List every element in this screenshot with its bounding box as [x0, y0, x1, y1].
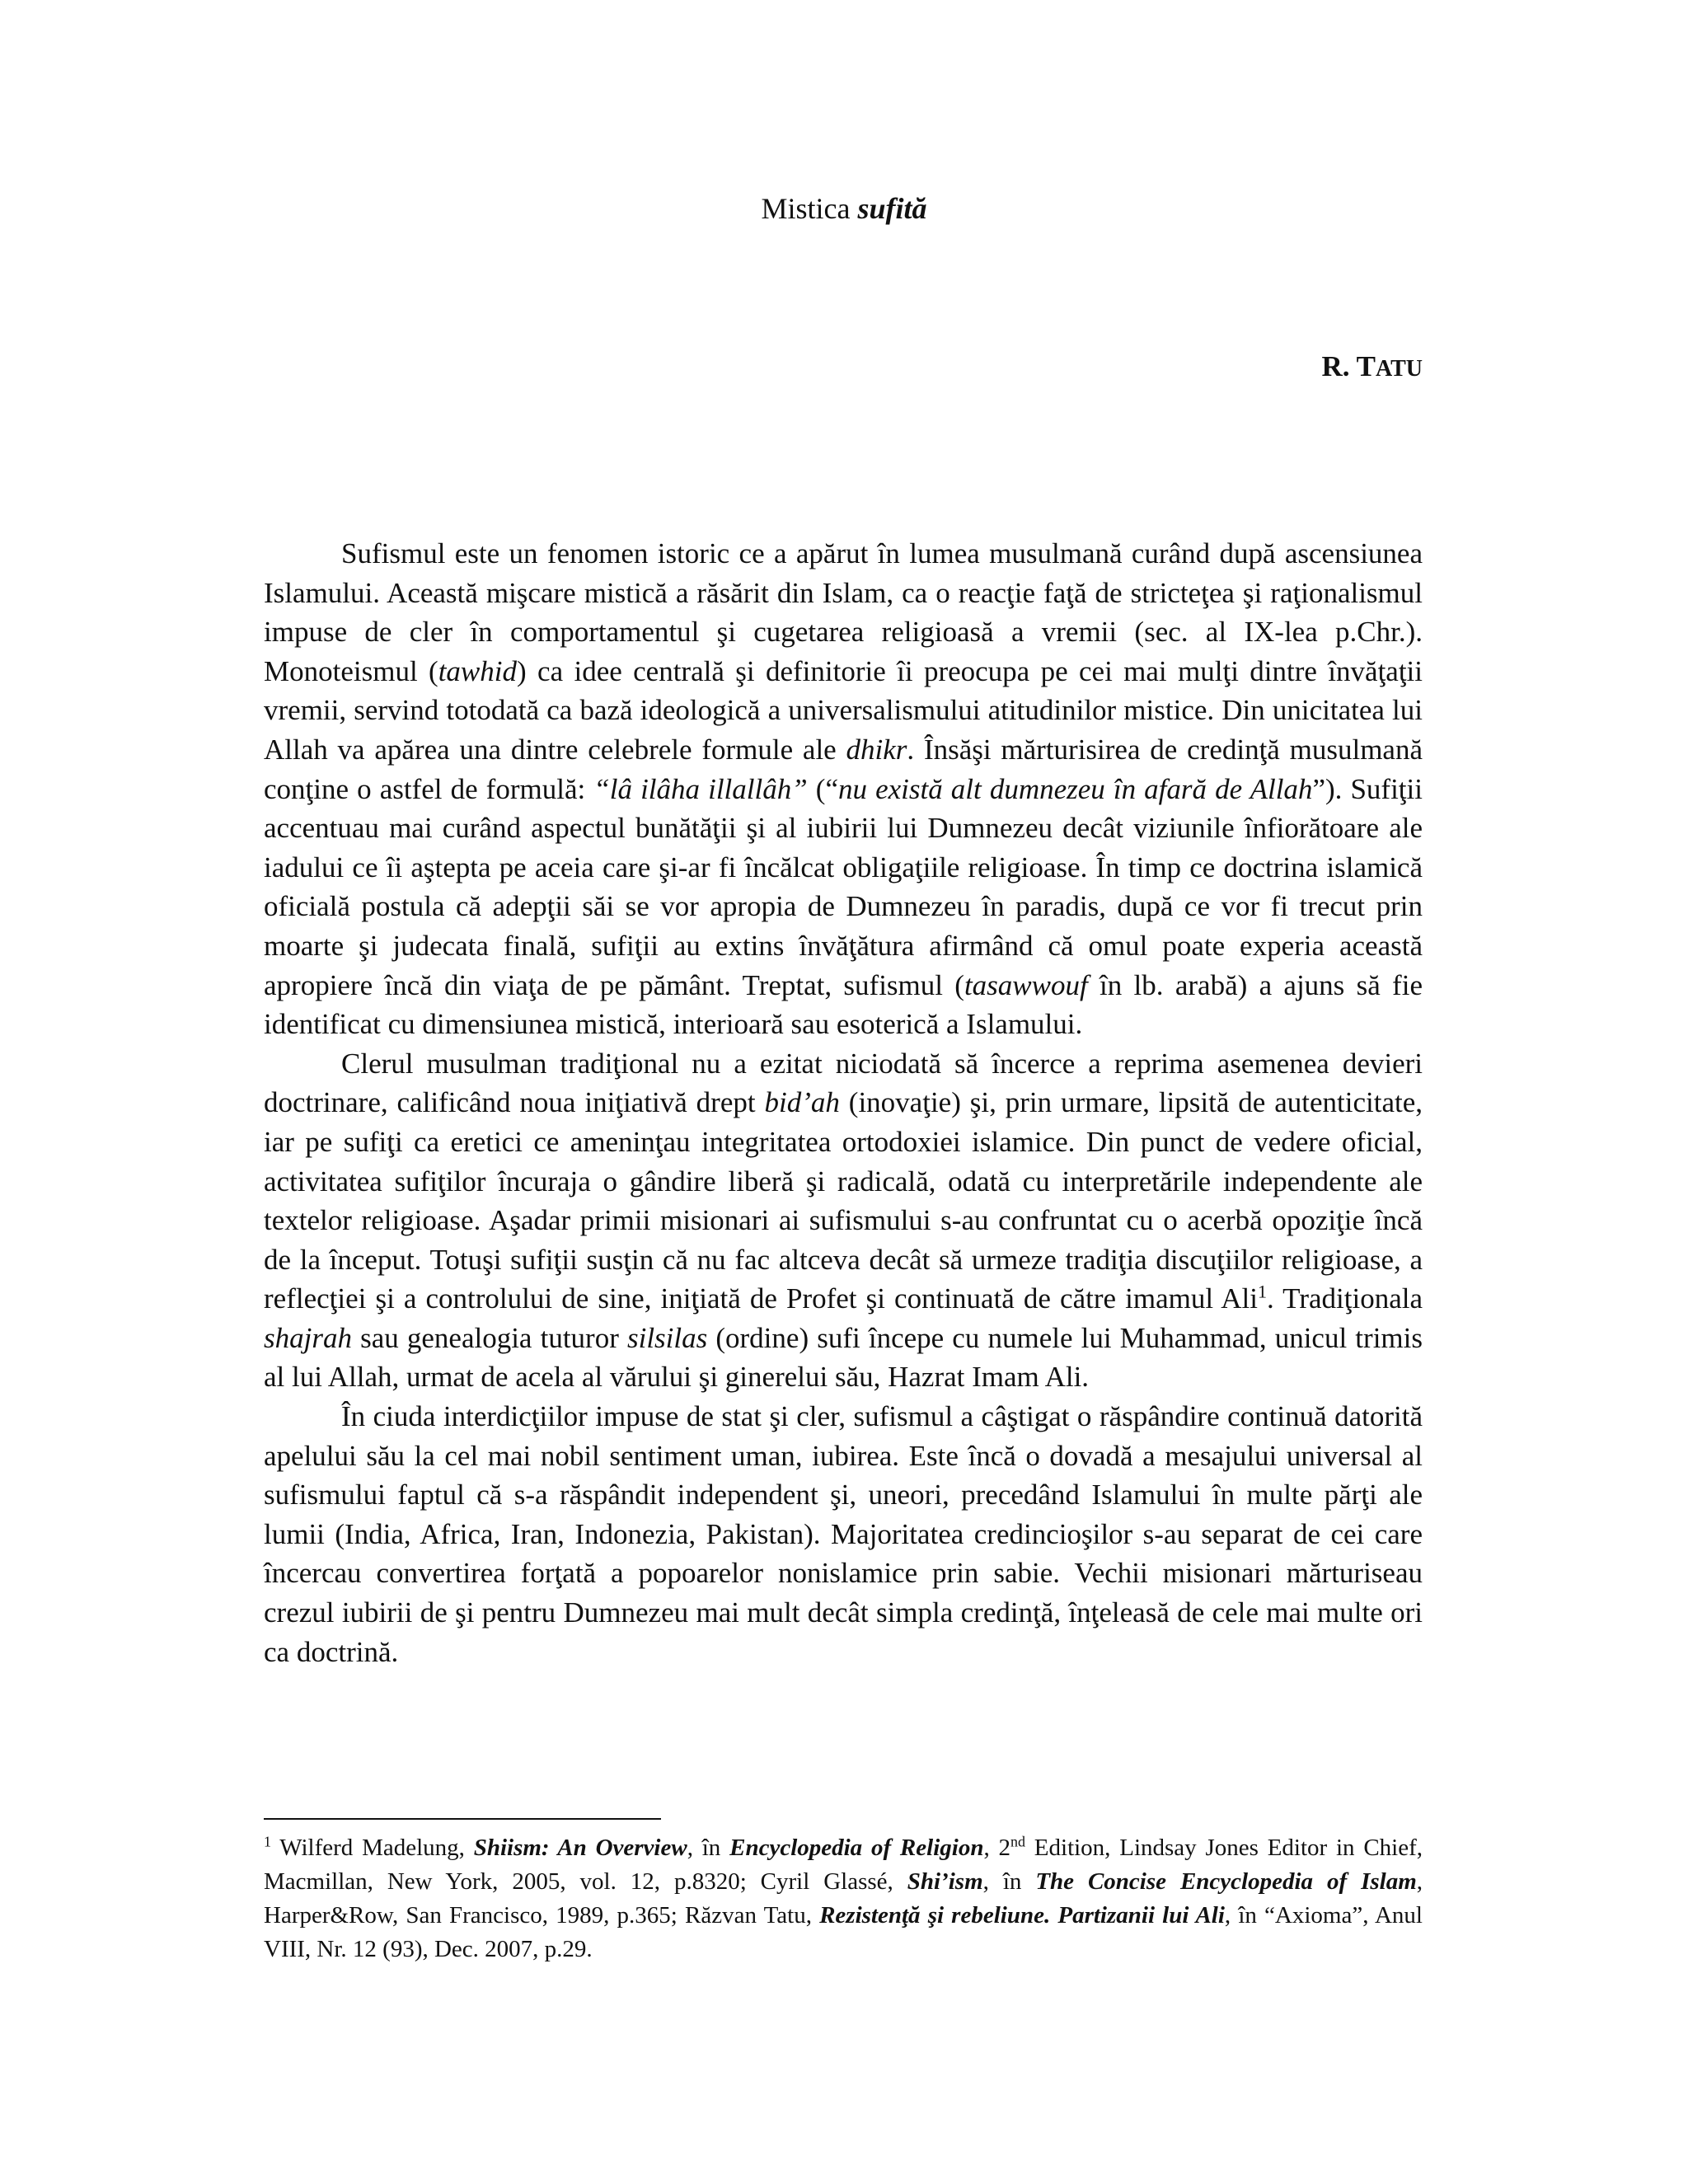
text-run: (“	[807, 772, 838, 805]
citation-title: Shiism: An Overview	[473, 1835, 687, 1861]
footnote-reference[interactable]: 1	[1257, 1281, 1267, 1302]
text-run: (ordine) sufi începe cu numele lui Muhammad, unicul trimis al lui Allah, urmat de acela al vărului şi ginerelui său, Hazrat Imam Ali.	[264, 1321, 1423, 1394]
footnote-number: 1	[264, 1833, 271, 1850]
term-bidah: bid’ah	[764, 1086, 840, 1119]
text-run: , în “Axioma”, Anul VIII, Nr. 12 (93), Dec. 2007, p.29.	[264, 1902, 1423, 1962]
author-name	[1321, 346, 1423, 390]
footnote	[264, 1831, 1423, 1966]
author-initial: R. T	[1321, 350, 1376, 382]
text-run: Clerul musulman tradiţional nu a ezitat niciodată să încerce a reprima asemenea devieri doctrinare, calificând noua iniţiativă drept	[264, 1047, 1423, 1119]
citation-title: Shi’ism	[907, 1868, 983, 1895]
text-run: , 2	[983, 1835, 1010, 1861]
text-run: , Harper&Row, San Francisco, 1989, p.365; Răzvan Tatu,	[264, 1868, 1423, 1929]
paragraph-1	[264, 534, 1423, 1044]
page-title	[0, 188, 1688, 229]
term-tasawwouf: tasawwouf	[964, 968, 1088, 1001]
author-surname-rest: ATU	[1375, 356, 1423, 382]
title-text: Mistica	[761, 192, 851, 225]
citation-title: Encyclopedia of Religion	[729, 1835, 984, 1861]
term-dhikr: dhikr	[846, 733, 907, 766]
text-run: sau genealogia tuturor	[351, 1321, 627, 1354]
article-body	[264, 534, 1423, 1671]
paragraph-3: În ciuda interdicţiilor impuse de stat şi cler, sufismul a câştigat o răspândire continuă datorită apelului său la cel mai nobil sentiment uman, iubirea. Este încă o dovadă a mesajului universal al sufismului faptul că s-a răspândit independent şi, uneori, precedând Islamului în multe părţi ale lumii (India, Africa, Iran, Indonezia, Pakistan). Majoritatea credincioşilor s-au separat de cei care încercau convertirea forţată a popoarelor nonislamice prin sabie. Vechii misionari mărturiseau crezul iubirii de şi pentru Dumnezeu mai mult decât simpla credinţă, înţeleasă de cele mai multe ori ca doctrină.	[264, 1400, 1423, 1668]
ordinal-suffix: nd	[1010, 1833, 1025, 1850]
text-run: , în	[687, 1835, 730, 1861]
title-italic-word: sufită	[857, 192, 927, 225]
text-run: Sufismul este un fenomen istoric ce a apărut în lumea musulmană curând după ascensiunea Islamului. Această mişcare mistică a răsărit din Islam, ca o reacţie faţă de stricteţea şi raţionalismul impuse de cler în comportamentul şi cugetarea religioasă a vremii (sec. al IX-lea p.Chr.). Monoteismul (	[264, 537, 1423, 687]
text-run: Edition, Lindsay Jones Editor in Chief, Macmillan, New York, 2005, vol. 12, p.8320; Cyril Glassé,	[264, 1835, 1423, 1895]
text-run: ”). Sufiţii accentuau mai curând aspectul bunătăţii şi al iubirii lui Dumnezeu decât viziunile înfiorătoare ale iadului ce îi aştepta pe aceia care şi-ar fi încălcat obligaţiile religioase. În timp ce doctrina islamică oficială postula că adepţii săi se vor apropia de Dumnezeu în paradis, după ce vor fi trecut prin moarte şi judecata finală, sufiţii au extins învăţătura afirmând că omul poate experia această apropiere încă din viaţa de pe pământ. Treptat, sufismul (	[264, 772, 1423, 1001]
paragraph-2	[264, 1044, 1423, 1397]
text-run: . Tradiţionala	[1266, 1282, 1423, 1315]
footnote-separator	[264, 1818, 661, 1820]
text-run: (inovaţie) şi, prin urmare, lipsită de autenticitate, iar pe sufiţi ca eretici ce ameninţau integritatea ortodoxiei islamice. Din punct de vedere oficial, activitatea sufiţilor încuraja o gândire liberă şi radicală, odată cu interpretările independente ale textelor religioase. Aşadar primii misionari ai sufismului s-au confruntat cu o acerbă opoziţie încă de la început. Totuşi sufiţii susţin că nu fac altceva decât să urmeze tradiţia discuţiilor religioase, a reflecţiei şi a controlului de sine, iniţiată de Profet şi continuată de către imamul Ali	[264, 1086, 1423, 1315]
quote-shahada: “lâ ilâha illallâh”	[593, 772, 808, 805]
text-run: , în	[982, 1868, 1036, 1895]
text-run: . Însăşi mărturisirea de credinţă musulmană conţine o astfel de formulă:	[264, 733, 1423, 805]
text-run: ) ca idee centrală şi definitorie îi preocupa pe cei mai mulţi dintre învăţaţii vremii, servind totodată ca bază ideologică a universalismului atitudinilor mistice. Din unicitatea lui Allah va apărea una dintre celebrele formule ale	[264, 654, 1423, 766]
term-shajrah: shajrah	[264, 1321, 352, 1354]
quote-translation: nu există alt dumnezeu în afară de Allah	[837, 772, 1313, 805]
term-tawhid: tawhid	[438, 654, 517, 687]
text-run: Wilferd Madelung,	[271, 1835, 474, 1861]
text-run: în lb. arabă) a ajuns să fie identificat cu dimensiunea mistică, interioară sau esoterică a Islamului.	[264, 968, 1423, 1041]
citation-title: Rezistenţă şi rebeliune. Partizanii lui Ali	[819, 1902, 1225, 1929]
term-silsilas: silsilas	[626, 1321, 708, 1354]
citation-title: The Concise Encyclopedia of Islam	[1035, 1868, 1417, 1895]
